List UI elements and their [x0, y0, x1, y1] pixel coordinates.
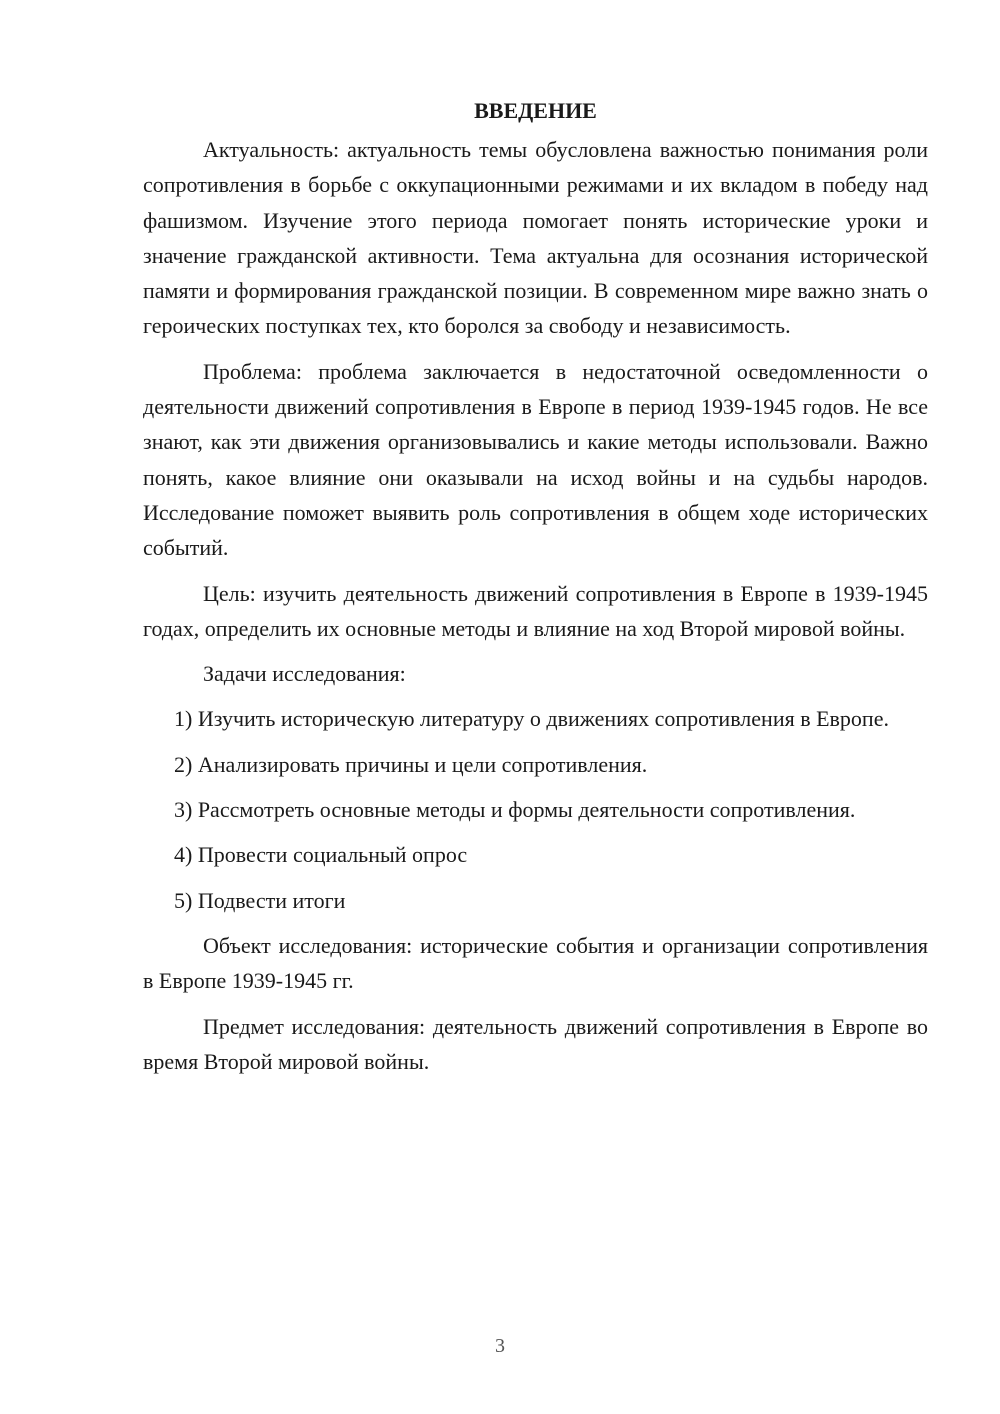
section-heading: ВВЕДЕНИЕ — [474, 98, 597, 123]
problem-paragraph: Проблема: проблема заключается в недостаточной осведомленности о деятельности движений сопротивления в Европе в период 1939-1945 годов. Не все знают, как эти движения организовывались и какие методы использовали. Важно понять, какое влияние они оказывали на исход войны и на судьбы народов. Исследование поможет выявить роль сопротивления в общем ходе исторических событий. — [143, 358, 928, 561]
object-paragraph: Объект исследования: исторические события и организации сопротивления в Европе 1939-1945 гг. — [143, 932, 928, 994]
page-number: 3 — [495, 1335, 505, 1357]
tasks-heading: Задачи исследования: — [203, 661, 406, 687]
task-item-4: 4) Провести социальный опрос — [174, 842, 468, 868]
task-item-3: 3) Рассмотреть основные методы и формы деятельности сопротивления. — [174, 797, 856, 823]
task-item-1: 1) Изучить историческую литературу о движениях сопротивления в Европе. — [174, 706, 889, 732]
subject-paragraph: Предмет исследования: деятельность движений сопротивления в Европе во время Второй мировой войны. — [143, 1013, 928, 1074]
document-page — [143, 93, 928, 1089]
task-item-5: 5) Подвести итоги — [174, 887, 346, 913]
goal-paragraph: Цель: изучить деятельность движений сопротивления в Европе в 1939-1945 годах, определить их основные методы и влияние на ход Второй мировой войны. — [143, 580, 928, 641]
task-item-2: 2) Анализировать причины и цели сопротивления. — [174, 751, 648, 777]
relevance-paragraph: Актуальность: актуальность темы обусловлена важностью понимания роли сопротивления в борьбе с оккупационными режимами и их вкладом в победу над фашизмом. Изучение этого периода помогает понять исторические уроки и значение гражданской активности. Тема актуальна для осознания исторической памяти и формирования гражданской позиции. В современном мире важно знать о героических поступках тех, кто боролся за свободу и независимость. — [143, 137, 928, 339]
